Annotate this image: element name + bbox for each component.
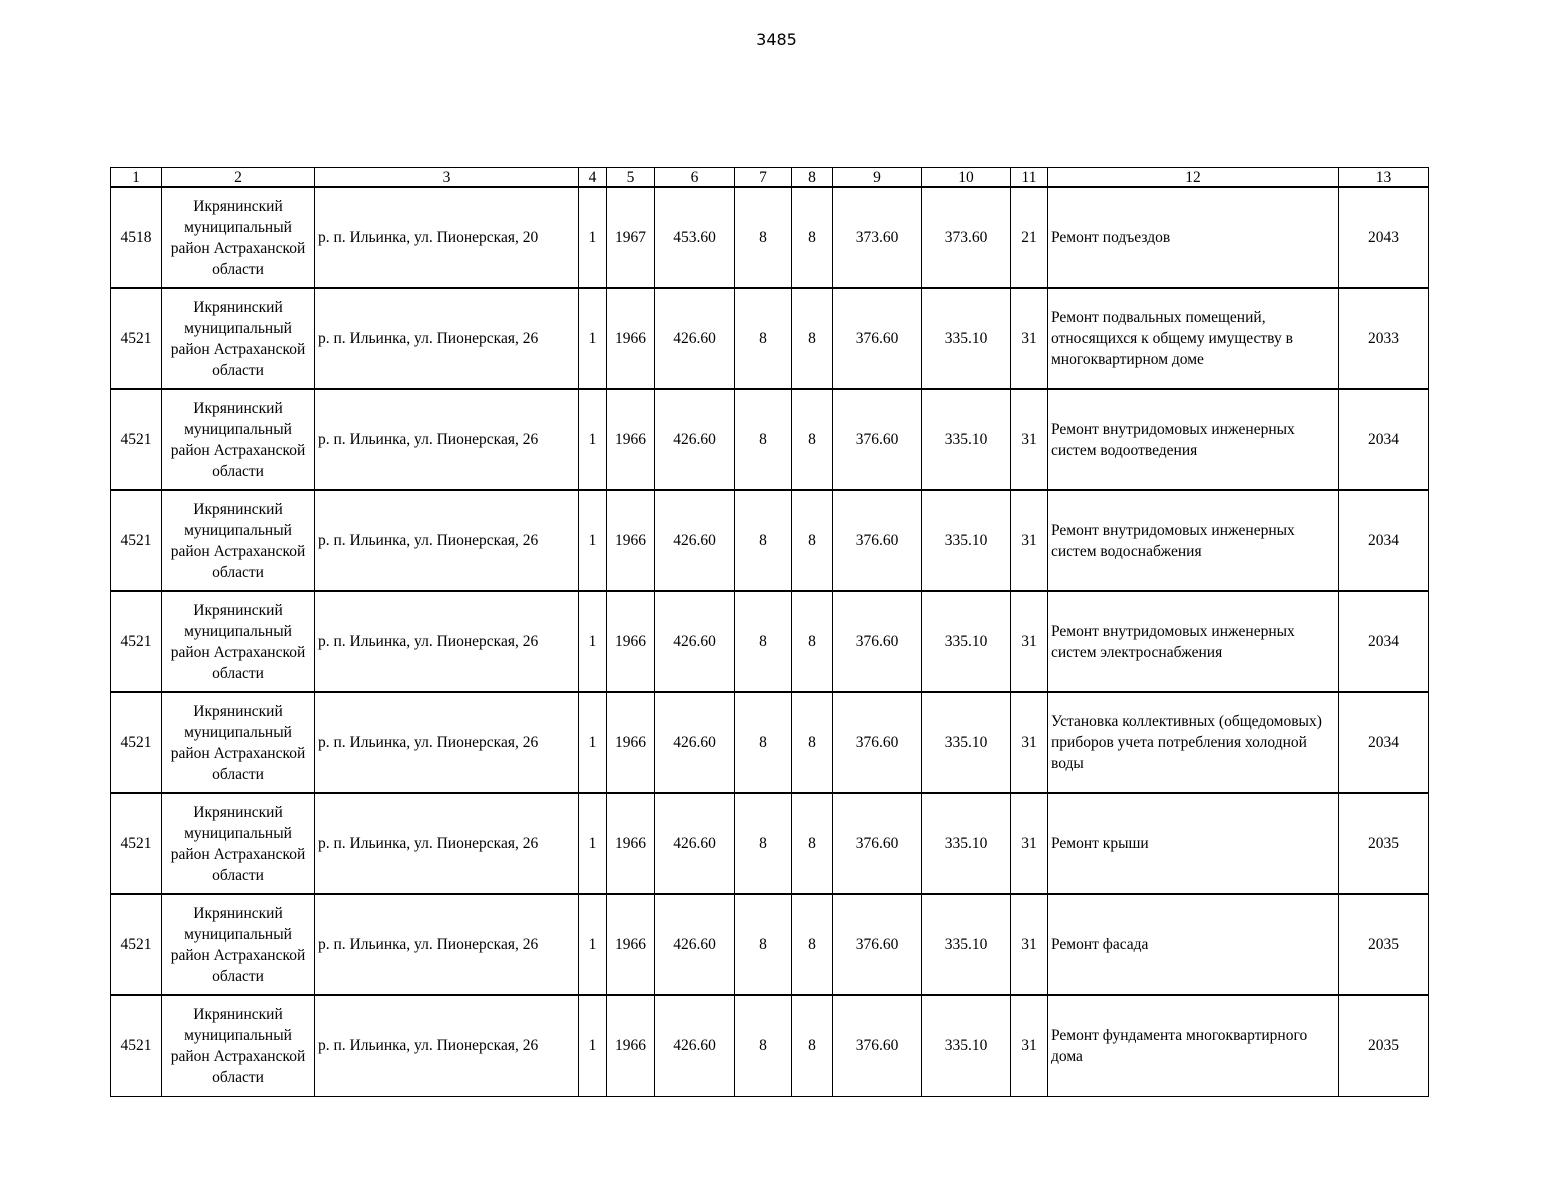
cell-col-9-cell: 376.60 <box>833 490 922 591</box>
municipality-cell: Икрянинский муниципальный район Астраханской области <box>162 591 315 692</box>
cell-col-9-cell: 376.60 <box>833 591 922 692</box>
cell-col-8-cell: 8 <box>792 389 833 490</box>
cell-col-4-cell: 1 <box>579 995 607 1096</box>
cell-col-8-cell: 8 <box>792 187 833 288</box>
cell-col-10-cell: 335.10 <box>922 692 1011 793</box>
cell-col-7-cell: 8 <box>735 389 792 490</box>
plan-year-cell: 2034 <box>1339 692 1429 793</box>
column-header: 9 <box>833 168 922 188</box>
plan-year-cell: 2035 <box>1339 894 1429 995</box>
cell-col-10-cell: 335.10 <box>922 995 1011 1096</box>
table-body <box>111 187 1429 1096</box>
record-id-cell: 4521 <box>111 591 162 692</box>
cell-col-10-cell: 373.60 <box>922 187 1011 288</box>
register-table <box>110 167 1429 1097</box>
address-cell: р. п. Ильинка, ул. Пионерская, 26 <box>315 995 579 1096</box>
cell-col-11-cell: 21 <box>1011 187 1048 288</box>
column-header: 12 <box>1048 168 1339 188</box>
work-type-cell: Ремонт подъездов <box>1048 187 1339 288</box>
plan-year-cell: 2034 <box>1339 591 1429 692</box>
cell-col-8-cell: 8 <box>792 793 833 894</box>
work-type-cell: Ремонт внутридомовых инженерных систем электроснабжения <box>1048 591 1339 692</box>
address-cell: р. п. Ильинка, ул. Пионерская, 26 <box>315 894 579 995</box>
address-cell: р. п. Ильинка, ул. Пионерская, 26 <box>315 490 579 591</box>
cell-col-11-cell: 31 <box>1011 894 1048 995</box>
municipality-cell: Икрянинский муниципальный район Астраханской области <box>162 288 315 389</box>
work-type-cell: Ремонт фундамента многоквартирного дома <box>1048 995 1339 1096</box>
build-year-cell: 1966 <box>607 490 655 591</box>
municipality-cell: Икрянинский муниципальный район Астраханской области <box>162 995 315 1096</box>
cell-col-11-cell: 31 <box>1011 288 1048 389</box>
record-id-cell: 4518 <box>111 187 162 288</box>
cell-col-8-cell: 8 <box>792 288 833 389</box>
cell-col-7-cell: 8 <box>735 591 792 692</box>
work-type-cell: Ремонт подвальных помещений, относящихся к общему имуществу в многоквартирном доме <box>1048 288 1339 389</box>
build-year-cell: 1966 <box>607 288 655 389</box>
cell-col-8-cell: 8 <box>792 692 833 793</box>
cell-col-11-cell: 31 <box>1011 591 1048 692</box>
cell-col-10-cell: 335.10 <box>922 793 1011 894</box>
column-header: 10 <box>922 168 1011 188</box>
build-year-cell: 1966 <box>607 894 655 995</box>
work-type-cell: Ремонт внутридомовых инженерных систем водоотведения <box>1048 389 1339 490</box>
column-header: 3 <box>315 168 579 188</box>
plan-year-cell: 2035 <box>1339 995 1429 1096</box>
cell-col-7-cell: 8 <box>735 187 792 288</box>
cell-col-9-cell: 376.60 <box>833 692 922 793</box>
address-cell: р. п. Ильинка, ул. Пионерская, 26 <box>315 692 579 793</box>
cell-col-11-cell: 31 <box>1011 389 1048 490</box>
cell-col-6-cell: 426.60 <box>655 692 735 793</box>
cell-col-4-cell: 1 <box>579 591 607 692</box>
cell-col-11-cell: 31 <box>1011 692 1048 793</box>
build-year-cell: 1966 <box>607 389 655 490</box>
work-type-cell: Ремонт внутридомовых инженерных систем водоснабжения <box>1048 490 1339 591</box>
cell-col-7-cell: 8 <box>735 894 792 995</box>
work-type-cell: Ремонт крыши <box>1048 793 1339 894</box>
column-header: 5 <box>607 168 655 188</box>
cell-col-8-cell: 8 <box>792 995 833 1096</box>
record-id-cell: 4521 <box>111 692 162 793</box>
cell-col-7-cell: 8 <box>735 288 792 389</box>
build-year-cell: 1966 <box>607 692 655 793</box>
address-cell: р. п. Ильинка, ул. Пионерская, 26 <box>315 591 579 692</box>
cell-col-4-cell: 1 <box>579 692 607 793</box>
cell-col-7-cell: 8 <box>735 995 792 1096</box>
cell-col-10-cell: 335.10 <box>922 288 1011 389</box>
address-cell: р. п. Ильинка, ул. Пионерская, 20 <box>315 187 579 288</box>
cell-col-8-cell: 8 <box>792 591 833 692</box>
municipality-cell: Икрянинский муниципальный район Астраханской области <box>162 187 315 288</box>
cell-col-11-cell: 31 <box>1011 490 1048 591</box>
cell-col-6-cell: 426.60 <box>655 894 735 995</box>
header-row <box>111 168 1429 188</box>
column-header: 2 <box>162 168 315 188</box>
cell-col-4-cell: 1 <box>579 288 607 389</box>
table-row <box>111 995 1429 1096</box>
record-id-cell: 4521 <box>111 389 162 490</box>
plan-year-cell: 2035 <box>1339 793 1429 894</box>
plan-year-cell: 2034 <box>1339 490 1429 591</box>
table-row <box>111 288 1429 389</box>
table-row <box>111 187 1429 288</box>
build-year-cell: 1966 <box>607 591 655 692</box>
municipality-cell: Икрянинский муниципальный район Астраханской области <box>162 793 315 894</box>
cell-col-4-cell: 1 <box>579 490 607 591</box>
cell-col-8-cell: 8 <box>792 490 833 591</box>
cell-col-10-cell: 335.10 <box>922 490 1011 591</box>
cell-col-10-cell: 335.10 <box>922 591 1011 692</box>
table-row <box>111 894 1429 995</box>
cell-col-4-cell: 1 <box>579 894 607 995</box>
cell-col-9-cell: 376.60 <box>833 995 922 1096</box>
column-header: 7 <box>735 168 792 188</box>
build-year-cell: 1966 <box>607 995 655 1096</box>
record-id-cell: 4521 <box>111 793 162 894</box>
cell-col-6-cell: 426.60 <box>655 288 735 389</box>
municipality-cell: Икрянинский муниципальный район Астраханской области <box>162 389 315 490</box>
cell-col-4-cell: 1 <box>579 793 607 894</box>
municipality-cell: Икрянинский муниципальный район Астраханской области <box>162 490 315 591</box>
cell-col-6-cell: 426.60 <box>655 995 735 1096</box>
cell-col-11-cell: 31 <box>1011 793 1048 894</box>
cell-col-4-cell: 1 <box>579 187 607 288</box>
cell-col-7-cell: 8 <box>735 692 792 793</box>
cell-col-9-cell: 373.60 <box>833 187 922 288</box>
address-cell: р. п. Ильинка, ул. Пионерская, 26 <box>315 793 579 894</box>
cell-col-6-cell: 453.60 <box>655 187 735 288</box>
table-row <box>111 490 1429 591</box>
work-type-cell: Ремонт фасада <box>1048 894 1339 995</box>
cell-col-9-cell: 376.60 <box>833 288 922 389</box>
column-header: 4 <box>579 168 607 188</box>
cell-col-8-cell: 8 <box>792 894 833 995</box>
municipality-cell: Икрянинский муниципальный район Астраханской области <box>162 894 315 995</box>
cell-col-6-cell: 426.60 <box>655 389 735 490</box>
cell-col-6-cell: 426.60 <box>655 591 735 692</box>
column-header: 11 <box>1011 168 1048 188</box>
plan-year-cell: 2034 <box>1339 389 1429 490</box>
cell-col-9-cell: 376.60 <box>833 793 922 894</box>
column-header: 8 <box>792 168 833 188</box>
column-header: 13 <box>1339 168 1429 188</box>
address-cell: р. п. Ильинка, ул. Пионерская, 26 <box>315 288 579 389</box>
cell-col-10-cell: 335.10 <box>922 894 1011 995</box>
cell-col-4-cell: 1 <box>579 389 607 490</box>
cell-col-11-cell: 31 <box>1011 995 1048 1096</box>
record-id-cell: 4521 <box>111 288 162 389</box>
work-type-cell: Установка коллективных (общедомовых) приборов учета потребления холодной воды <box>1048 692 1339 793</box>
address-cell: р. п. Ильинка, ул. Пионерская, 26 <box>315 389 579 490</box>
plan-year-cell: 2033 <box>1339 288 1429 389</box>
record-id-cell: 4521 <box>111 995 162 1096</box>
cell-col-9-cell: 376.60 <box>833 389 922 490</box>
cell-col-9-cell: 376.60 <box>833 894 922 995</box>
table-row <box>111 692 1429 793</box>
column-header: 6 <box>655 168 735 188</box>
plan-year-cell: 2043 <box>1339 187 1429 288</box>
cell-col-6-cell: 426.60 <box>655 490 735 591</box>
municipality-cell: Икрянинский муниципальный район Астраханской области <box>162 692 315 793</box>
cell-col-7-cell: 8 <box>735 793 792 894</box>
build-year-cell: 1966 <box>607 793 655 894</box>
build-year-cell: 1967 <box>607 187 655 288</box>
table-row <box>111 793 1429 894</box>
cell-col-10-cell: 335.10 <box>922 389 1011 490</box>
record-id-cell: 4521 <box>111 894 162 995</box>
cell-col-6-cell: 426.60 <box>655 793 735 894</box>
page-number: 3485 <box>756 30 797 49</box>
column-header: 1 <box>111 168 162 188</box>
table-row <box>111 591 1429 692</box>
record-id-cell: 4521 <box>111 490 162 591</box>
table-row <box>111 389 1429 490</box>
cell-col-7-cell: 8 <box>735 490 792 591</box>
